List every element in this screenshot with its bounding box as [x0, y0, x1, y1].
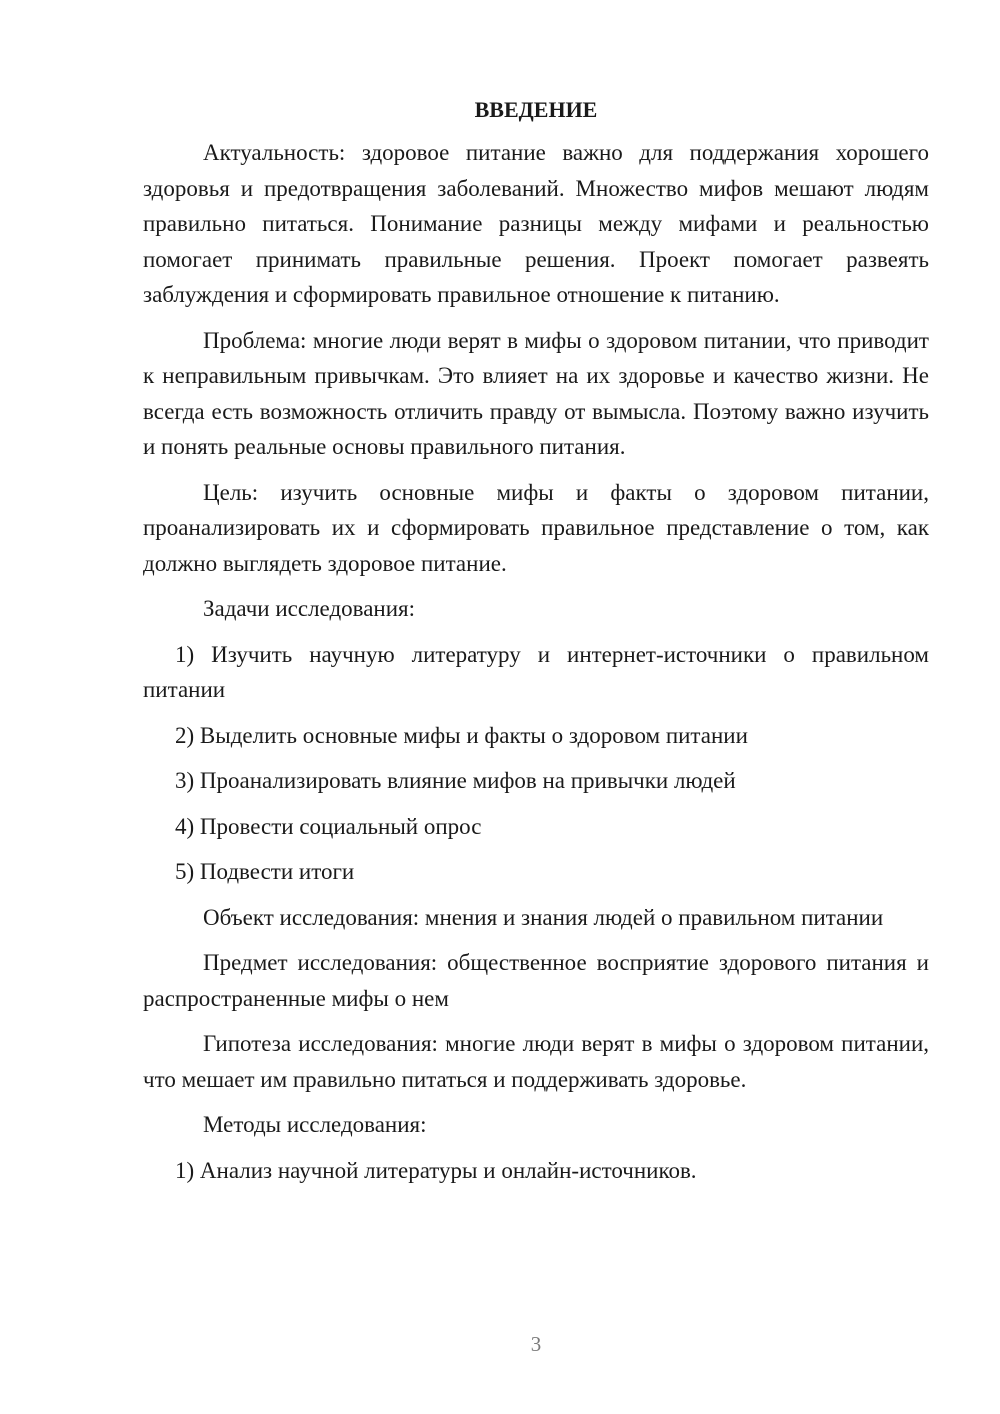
page-number: 3 — [530, 1332, 542, 1356]
methods-heading: Методы исследования: — [203, 1112, 427, 1137]
task-item: 3) Проанализировать влияние мифов на привычки людей — [175, 768, 736, 793]
paragraph-goal: Цель: изучить основные мифы и факты о здоровом питании, проанализировать их и сформировать правильное представление о том, как должно выглядеть здоровое питание. — [143, 479, 929, 576]
tasks-heading: Задачи исследования: — [203, 596, 416, 621]
section-title: ВВЕДЕНИЕ — [474, 97, 598, 122]
task-item: 5) Подвести итоги — [175, 859, 355, 884]
paragraph-subject: Предмет исследования: общественное восприятие здорового питания и распространенные мифы о нем — [143, 950, 929, 1011]
paragraph-object: Объект исследования: мнения и знания людей о правильном питании — [203, 904, 884, 930]
paragraph-hypothesis: Гипотеза исследования: многие люди верят в мифы о здоровом питании, что мешает им правильно питаться и поддерживать здоровье. — [143, 1031, 929, 1092]
method-item: 1) Анализ научной литературы и онлайн-источников. — [175, 1157, 697, 1183]
task-item: 1) Изучить научную литературу и интернет-источники о правильном питании — [143, 641, 929, 702]
task-item: 4) Провести социальный опрос — [175, 813, 482, 839]
document-page — [143, 92, 929, 1198]
task-item: 2) Выделить основные мифы и факты о здоровом питании — [175, 722, 748, 748]
paragraph-problem: Проблема: многие люди верят в мифы о здоровом питании, что приводит к неправильным привычкам. Это влияет на их здоровье и качество жизни. Не всегда есть возможность отличить правду от вымысла. Поэтому важно изучить и понять реальные основы правильного питания. — [143, 327, 929, 459]
paragraph-relevance: Актуальность: здоровое питание важно для поддержания хорошего здоровья и предотвращения заболеваний. Множество мифов мешают людям правильно питаться. Понимание разницы между мифами и реальностью помогает принимать правильные решения. Проект помогает развеять заблуждения и сформировать правильное отношение к питанию. — [143, 140, 929, 307]
